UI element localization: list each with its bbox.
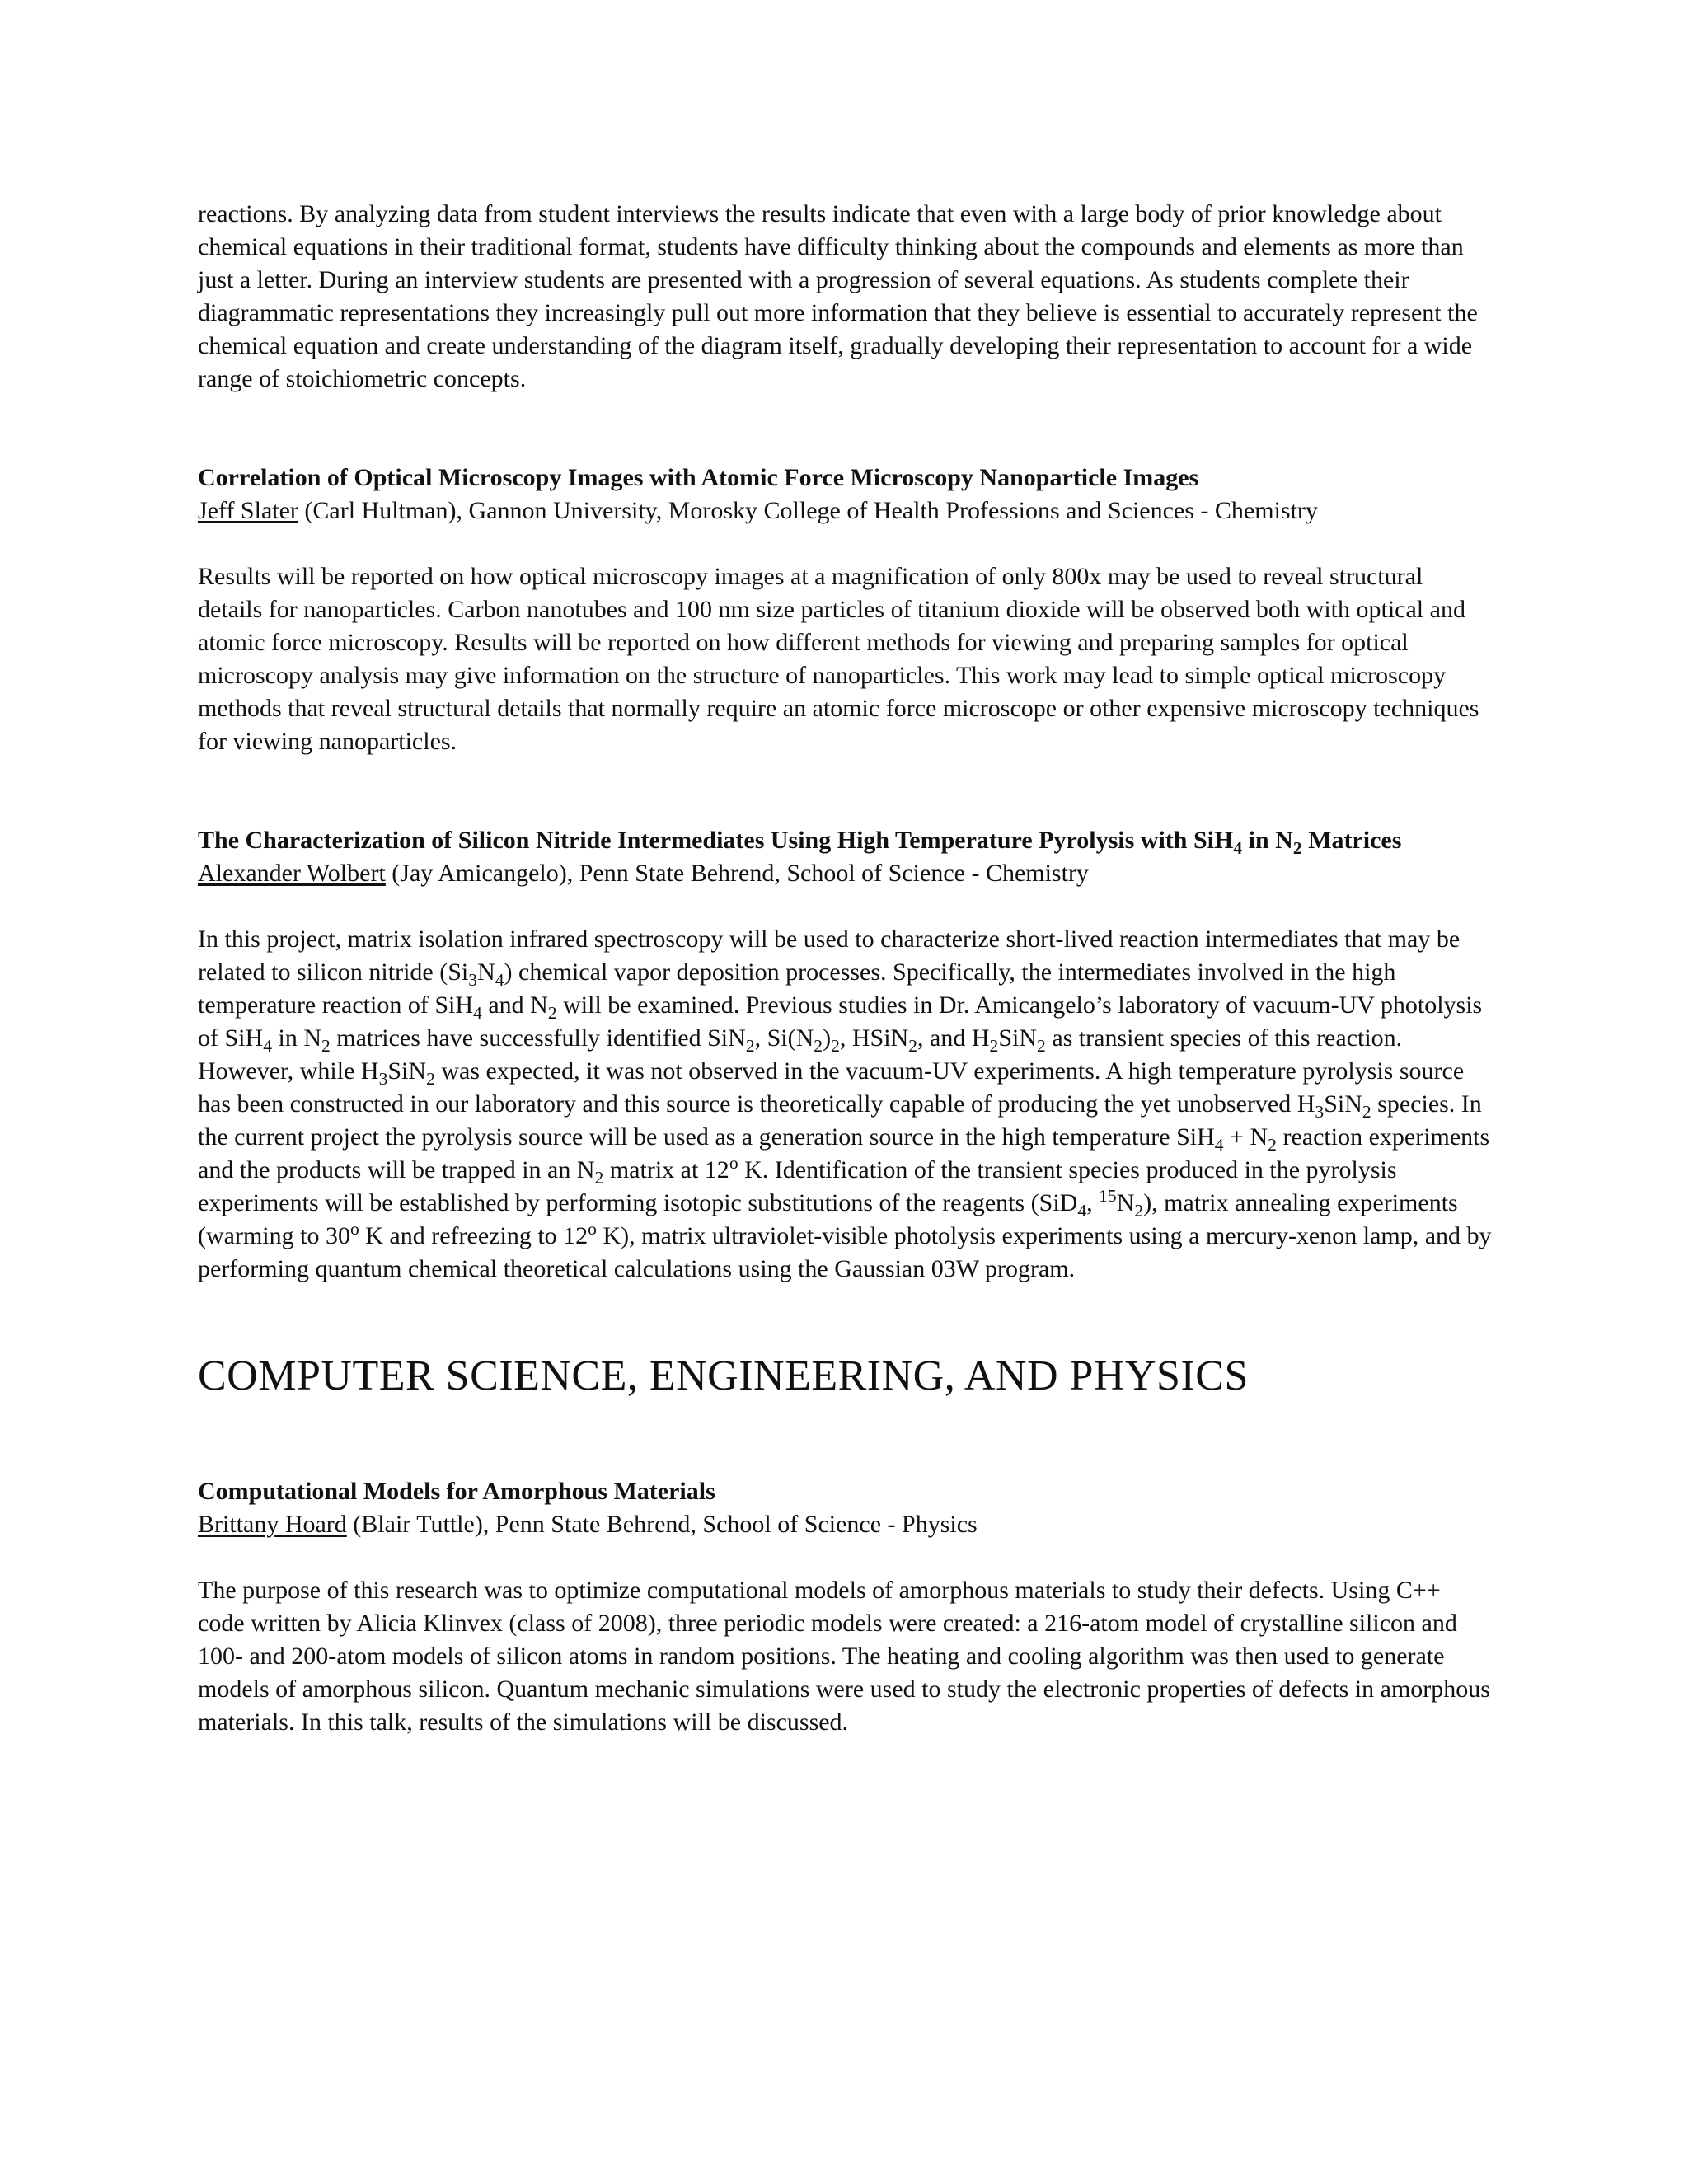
entry-abstract: The purpose of this research was to optimize computational models of amorphous materials to study their defects. Using C++ code written by Alicia Klinvex (class of 2008), three periodic models were created: a 216-atom model of crystalline silicon and 100- and 200-atom models of silicon atoms in random positions. The heating and cooling algorithm was then used to generate models of amorphous silicon. Quantum mechanic simulations were used to study the electronic properties of defects in amorphous materials. In this talk, results of the simulations will be discussed. <box>198 1577 1490 1736</box>
entry-title: Correlation of Optical Microscopy Images with Atomic Force Microscopy Nanoparticle Images <box>198 464 1199 491</box>
entry-abstract: Results will be reported on how optical microscopy images at a magnification of only 800x may be used to reveal structural details for nanoparticles. Carbon nanotubes and 100 nm size particles of titanium dioxide will be observed both with optical and atomic force microscopy. Results will be reported on how different methods for viewing and preparing samples for optical microscopy analysis may give information on the structure of nanoparticles. This work may lead to simple optical microscopy methods that reveal structural details that normally require an atomic force microscope or other expensive microscopy techniques for viewing nanoparticles. <box>198 563 1479 755</box>
abstract-entry-optical-microscopy <box>198 462 1492 758</box>
entry-title: The Characterization of Silicon Nitride Intermediates Using High Temperature Pyrolysis with SiH$_4$ in $N_2$ Matrices <box>198 827 1402 858</box>
entry-author: Jeff Slater <box>198 497 298 524</box>
entry-byline <box>198 857 1492 890</box>
abstract-entry-amorphous-materials <box>198 1475 1492 1739</box>
entry-abstract: In this project, matrix isolation infrared spectroscopy will be used to characterize short-lived reaction intermediates that may be related to silicon nitride $(Si_3N_4)$ chemical vapor deposition processes. Specifically, the intermediates involved in the high temperature reaction of SiH$_4$ and $N_2$ will be examined. Previous studies in Dr. Amicangelo’s laboratory of vacuum-UV photolysis of SiH$_4$ in $N_2$ matrices have successfully identified SiN$_2$, $Si(N_2)_2$, HSiN$_2$, and $H_2SiN_2$ as transient species of this reaction. However, while $H_3SiN_2$ was expected, it was not observed in the vacuum-UV experiments. A high temperature pyrolysis source has been constructed in our laboratory and this source is theoretically capable of producing the yet unobserved $H_3SiN_2$ species. In the current project the pyrolysis source will be used as a generation source in the high temperature $SiH_4 + N_2$ reaction experiments and the products will be trapped in an $N_2$ matrix at 12$^o$ K. Identification of the transient species produced in the pyrolysis experiments will be established by performing isotopic substitutions of the reagents (SiD$_4$, $^{15}N_2$), matrix annealing experiments (warming to 30$^o$ K and refreezing to 12$^o$ K), matrix ultraviolet-visible photolysis experiments using a mercury-xenon lamp, and by performing quantum chemical theoretical calculations using the Gaussian 03W program. <box>198 926 1492 1282</box>
entry-affiliation: (Jay Amicangelo), Penn State Behrend, School of Science - Chemistry <box>385 860 1089 887</box>
section-heading: COMPUTER SCIENCE, ENGINEERING, AND PHYSICS <box>198 1352 1249 1399</box>
abstract-entry-silicon-nitride <box>198 824 1492 1286</box>
entry-author: Brittany Hoard <box>198 1511 347 1538</box>
entry-affiliation: (Blair Tuttle), Penn State Behrend, School of Science - Physics <box>346 1511 978 1538</box>
entry-author: Alexander Wolbert <box>198 860 386 887</box>
entry-byline <box>198 494 1492 527</box>
intro-paragraph: reactions. By analyzing data from student interviews the results indicate that even with a large body of prior knowledge about chemical equations in their traditional format, students have difficulty thinking about the compounds and elements as more than just a letter. During an interview students are presented with a progression of several equations. As students complete their diagrammatic representations they increasingly pull out more information that they believe is essential to accurately represent the chemical equation and create understanding of the diagram itself, gradually developing their representation to account for a wide range of stoichiometric concepts. <box>198 200 1478 392</box>
entry-affiliation: (Carl Hultman), Gannon University, Morosky College of Health Professions and Sciences - Chemistry <box>298 497 1318 524</box>
entry-byline <box>198 1508 1492 1541</box>
entry-title: Computational Models for Amorphous Materials <box>198 1478 715 1505</box>
document-page <box>198 198 1492 1739</box>
